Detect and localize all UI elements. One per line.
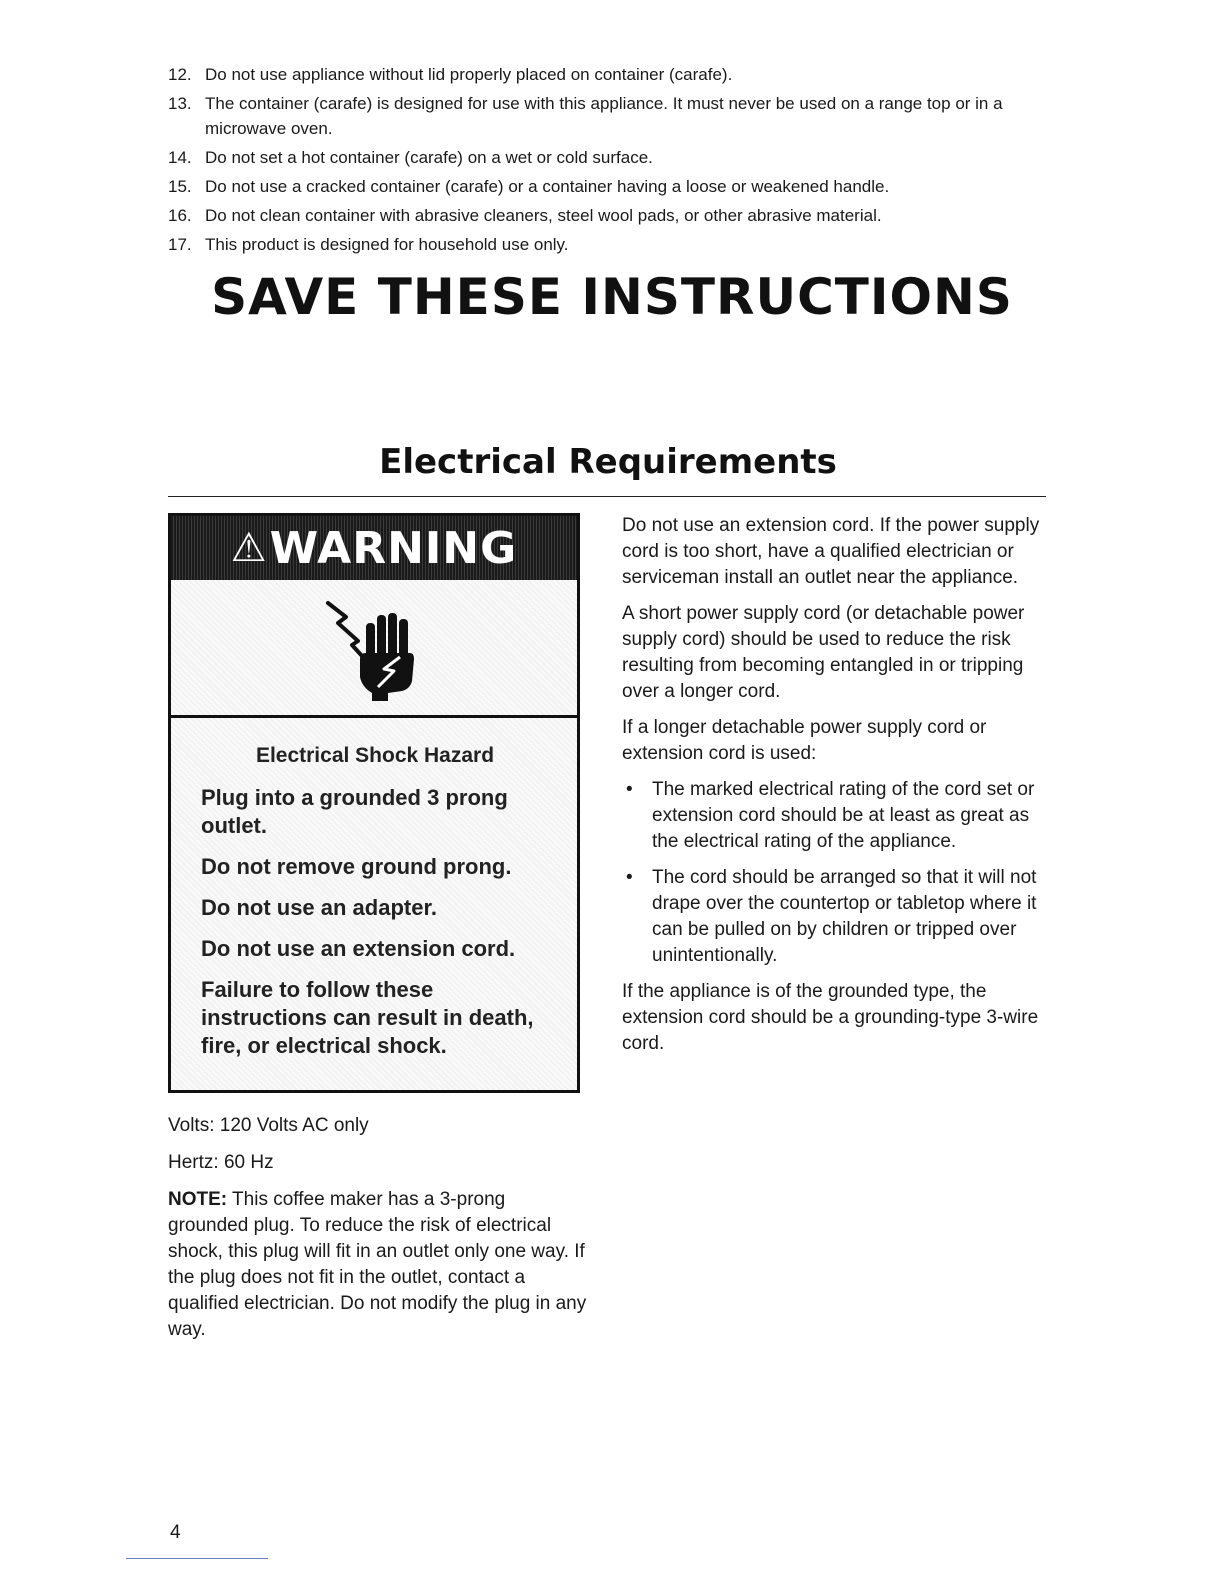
item-number: 16. [168, 206, 192, 225]
bullet-item [622, 777, 1052, 855]
warning-box [168, 513, 580, 1093]
section-divider [168, 496, 1046, 497]
save-instructions-title: SAVE THESE INSTRUCTIONS [211, 268, 1013, 326]
hazard-line: Plug into a grounded 3 prong outlet. [201, 785, 508, 838]
section-title: Electrical Requirements [379, 442, 837, 482]
bullet-text: The cord should be arranged so that it will not drape over the countertop or tabletop where it can be pulled on by children or tripped over unintentionally. [652, 867, 1037, 966]
electric-shock-hand-icon [314, 593, 434, 703]
item-number: 13. [168, 94, 192, 113]
warning-header [171, 516, 577, 580]
item-number: 14. [168, 148, 192, 167]
bullet-text: The marked electrical rating of the cord set or extension cord should be at least as great as the electrical rating of the appliance. [652, 779, 1035, 852]
list-item [168, 174, 1048, 199]
paragraph: Do not use an extension cord. If the power supply cord is too short, have a qualified electrician or serviceman install an outlet near the appliance. [622, 515, 1040, 588]
bullet-dot-icon: • [626, 867, 633, 888]
hazard-line: Do not use an extension cord. [201, 936, 516, 961]
note-paragraph [168, 1187, 588, 1343]
hazard-symbol-panel [171, 580, 577, 718]
hertz-spec: Hertz: 60 Hz [168, 1152, 274, 1173]
hazard-title: Electrical Shock Hazard [255, 744, 495, 767]
safety-instructions-list [168, 62, 1048, 261]
item-number: 12. [168, 65, 192, 84]
bullet-list [622, 777, 1052, 969]
bullet-item [622, 865, 1052, 969]
paragraph: A short power supply cord (or detachable power supply cord) should be used to reduce the risk resulting from becoming entangled in or tripping over a longer cord. [622, 603, 1025, 702]
hazard-line: Failure to follow these instructions can result in death, fire, or electrical shock. [201, 977, 534, 1058]
list-item [168, 232, 1048, 257]
note-label: NOTE: [168, 1189, 228, 1210]
hazard-line: Do not remove ground prong. [201, 854, 512, 879]
hazard-text-block [171, 718, 577, 1060]
volts-spec: Volts: 120 Volts AC only [168, 1115, 369, 1136]
item-text: Do not use a cracked container (carafe) or a container having a loose or weakened handle. [205, 177, 890, 196]
footer-divider [126, 1558, 268, 1559]
list-item [168, 203, 1048, 228]
extension-cord-column [622, 513, 1052, 1067]
bullet-dot-icon: • [626, 779, 633, 800]
item-text: The container (carafe) is designed for use with this appliance. It must never be used on a range top or in a microwave oven. [205, 94, 1003, 138]
specifications-column [168, 1113, 588, 1354]
item-text: This product is designed for household use only. [205, 235, 569, 254]
page-number: 4 [170, 1522, 181, 1543]
item-text: Do not use appliance without lid properly placed on container (carafe). [205, 65, 733, 84]
list-item [168, 145, 1048, 170]
paragraph: If a longer detachable power supply cord or extension cord is used: [622, 717, 987, 764]
item-text: Do not clean container with abrasive cleaners, steel wool pads, or other abrasive material. [205, 206, 882, 225]
note-text: This coffee maker has a 3-prong grounded plug. To reduce the risk of electrical shock, this plug will fit in an outlet only one way. If the plug does not fit in the outlet, contact a qualified electrician. Do not modify the plug in any way. [168, 1189, 587, 1340]
item-number: 17. [168, 235, 192, 254]
list-item [168, 91, 1048, 141]
item-number: 15. [168, 177, 192, 196]
list-item [168, 62, 1048, 87]
item-text: Do not set a hot container (carafe) on a wet or cold surface. [205, 148, 653, 167]
paragraph: If the appliance is of the grounded type, the extension cord should be a grounding-type 3-wire cord. [622, 981, 1039, 1054]
warning-triangle-icon: ⚠ [230, 525, 268, 571]
hazard-line: Do not use an adapter. [201, 895, 437, 920]
warning-label: WARNING [269, 522, 518, 574]
